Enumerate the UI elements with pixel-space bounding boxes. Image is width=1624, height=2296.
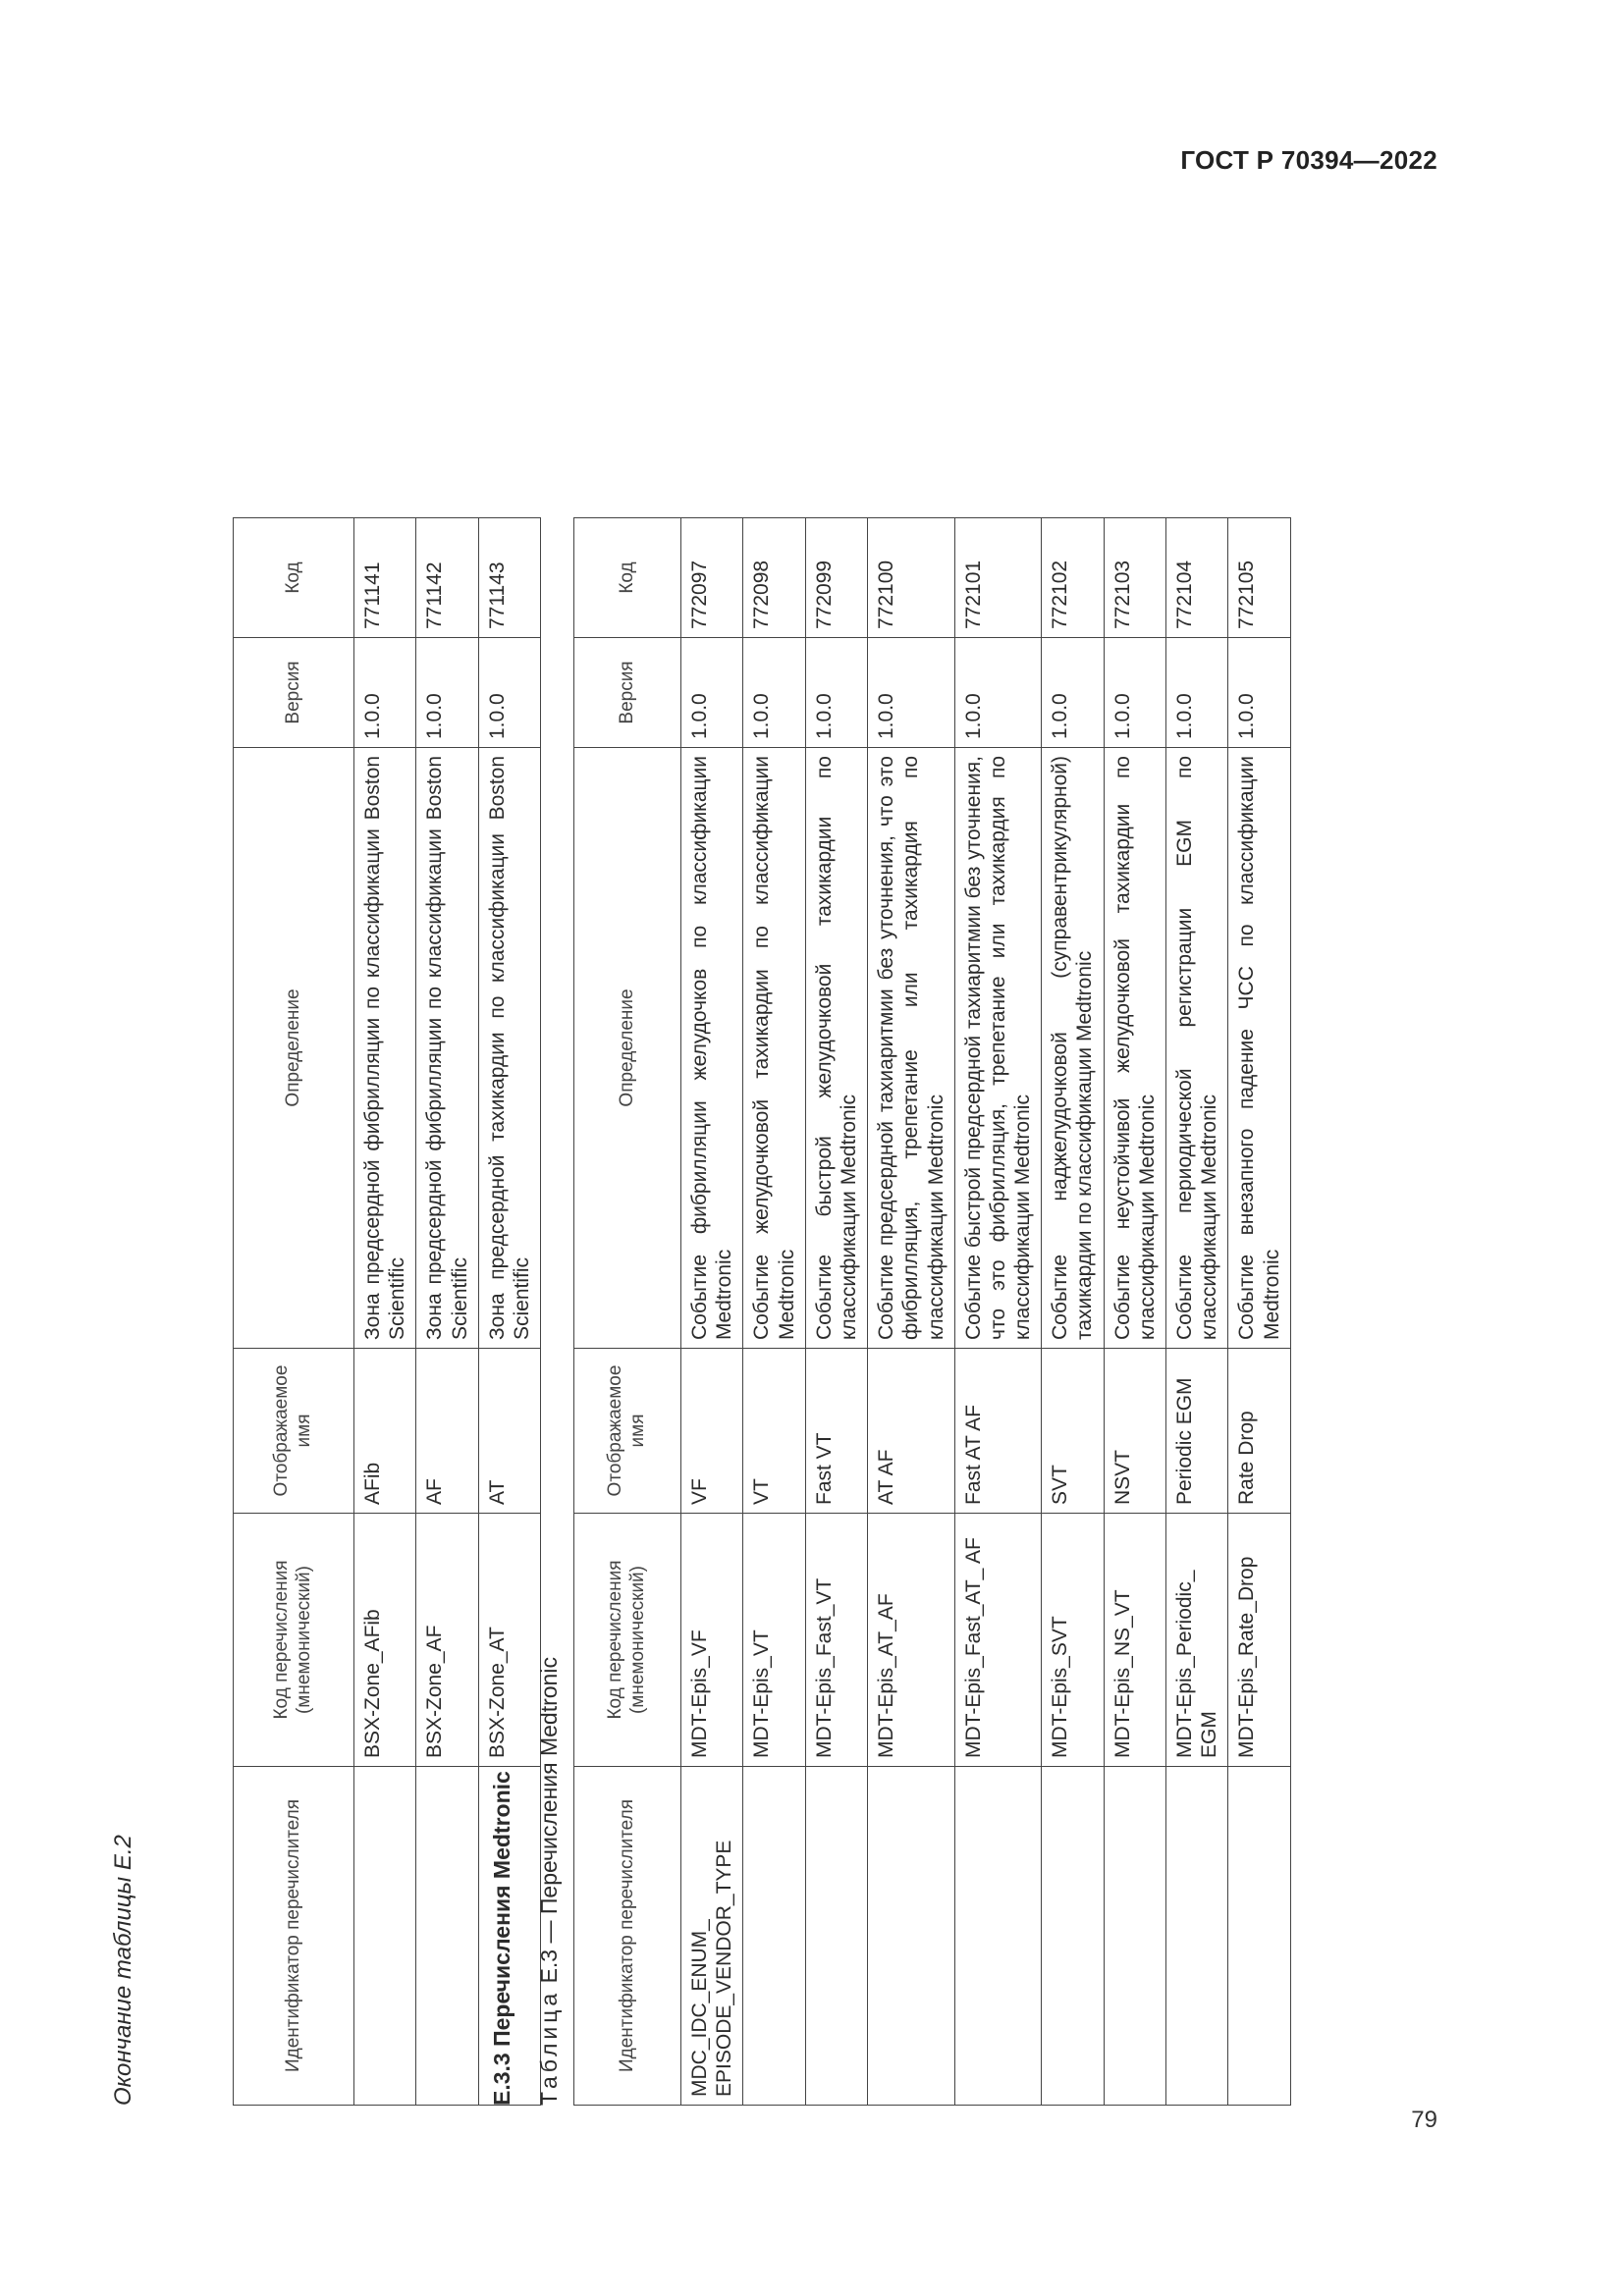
- cell-display-name: Periodic EGM: [1166, 1349, 1228, 1514]
- col-header-code: Код: [574, 518, 681, 638]
- cell-version: 1.0.0: [478, 638, 540, 748]
- cell-code: 772105: [1228, 518, 1290, 638]
- cell-code: 772099: [805, 518, 867, 638]
- cell-identifier: MDC_IDC_ENUM_ EPISODE_VENDOR_TYPE: [681, 1767, 743, 2106]
- cell-enum-code: MDT-Epis_Periodic_ EGM: [1166, 1514, 1228, 1767]
- cell-enum-code: MDT-Epis_AT_AF: [868, 1514, 955, 1767]
- cell-display-name: Fast AT AF: [954, 1349, 1042, 1514]
- cell-display-name: NSVT: [1104, 1349, 1165, 1514]
- cell-code: 771143: [478, 518, 540, 638]
- cell-display-name: SVT: [1042, 1349, 1104, 1514]
- cell-display-name: VF: [681, 1349, 743, 1514]
- col-header-enum-code: Код перечисления (мнемонический): [574, 1514, 681, 1767]
- section-heading: Е.3.3 Перечисления Medtronic: [489, 1771, 514, 2106]
- cell-identifier: [805, 1767, 867, 2106]
- cell-definition: Событие фибрилляции желудочков по классификации Medtronic: [681, 748, 743, 1349]
- cell-version: 1.0.0: [354, 638, 416, 748]
- cell-display-name: AT AF: [868, 1349, 955, 1514]
- standard-header: ГОСТ Р 70394—2022: [1180, 145, 1437, 175]
- cell-definition: Зона предсердной тахикардии по классификации Boston Scientific: [478, 748, 540, 1349]
- cell-code: 772098: [743, 518, 805, 638]
- table-e3: [573, 517, 1291, 2106]
- cell-enum-code: MDT-Epis_Fast_AT_ AF: [954, 1514, 1042, 1767]
- cell-identifier: [416, 1767, 478, 2106]
- cell-definition: Событие неустойчивой желудочковой тахикардии по классификации Medtronic: [1104, 748, 1165, 1349]
- cell-enum-code: MDT-Epis_VF: [681, 1514, 743, 1767]
- col-header-display-name: Отображаемое имя: [574, 1349, 681, 1514]
- cell-version: 1.0.0: [954, 638, 1042, 748]
- cell-code: 772103: [1104, 518, 1165, 638]
- cell-version: 1.0.0: [681, 638, 743, 748]
- cell-enum-code: BSX-Zone_AT: [478, 1514, 540, 1767]
- cell-display-name: Rate Drop: [1228, 1349, 1290, 1514]
- cell-version: 1.0.0: [1166, 638, 1228, 748]
- rotated-page-content: [98, 270, 1468, 2106]
- cell-version: 1.0.0: [1104, 638, 1165, 748]
- cell-version: 1.0.0: [416, 638, 478, 748]
- col-header-version: Версия: [234, 638, 354, 748]
- cell-display-name: AT: [478, 1349, 540, 1514]
- cell-identifier: [1166, 1767, 1228, 2106]
- table-row: [1104, 518, 1165, 2106]
- cell-definition: Зона предсердной фибрилляции по классификации Boston Scientific: [354, 748, 416, 1349]
- cell-enum-code: BSX-Zone_AF: [416, 1514, 478, 1767]
- table-header-row: [234, 518, 354, 2106]
- cell-display-name: AFib: [354, 1349, 416, 1514]
- cell-display-name: AF: [416, 1349, 478, 1514]
- table-row: [681, 518, 743, 2106]
- cell-display-name: Fast VT: [805, 1349, 867, 1514]
- table-header-row: [574, 518, 681, 2106]
- col-header-identifier: Идентификатор перечислителя: [574, 1767, 681, 2106]
- cell-version: 1.0.0: [1228, 638, 1290, 748]
- cell-display-name: VT: [743, 1349, 805, 1514]
- col-header-display-name: Отображаемое имя: [234, 1349, 354, 1514]
- table-row: [1228, 518, 1290, 2106]
- cell-definition: Зона предсердной фибрилляции по классификации Boston Scientific: [416, 748, 478, 1349]
- cell-enum-code: BSX-Zone_AFib: [354, 1514, 416, 1767]
- cell-identifier: [868, 1767, 955, 2106]
- table-row: [868, 518, 955, 2106]
- cell-code: 772097: [681, 518, 743, 638]
- col-header-code: Код: [234, 518, 354, 638]
- table-caption-prefix: Таблица: [536, 1989, 562, 2106]
- cell-definition: Событие желудочковой тахикардии по классификации Medtronic: [743, 748, 805, 1349]
- cell-definition: Событие внезапного падение ЧСС по классификации Medtronic: [1228, 748, 1290, 1349]
- cell-definition: Событие быстрой желудочковой тахикардии по классификации Medtronic: [805, 748, 867, 1349]
- table-row: [1166, 518, 1228, 2106]
- cell-definition: Событие предсердной тахиаритмии без уточнения, что это фибрилляция, трепетание или тахикардия по классификации Medtronic: [868, 748, 955, 1349]
- cell-code: 771142: [416, 518, 478, 638]
- cell-enum-code: MDT-Epis_SVT: [1042, 1514, 1104, 1767]
- cell-code: 772101: [954, 518, 1042, 638]
- cell-identifier: [354, 1767, 416, 2106]
- table-caption: [536, 1657, 563, 2106]
- continuation-caption: Окончание таблицы Е.2: [110, 1835, 136, 2106]
- cell-version: 1.0.0: [1042, 638, 1104, 748]
- cell-enum-code: MDT-Epis_VT: [743, 1514, 805, 1767]
- cell-identifier: [1042, 1767, 1104, 2106]
- table-row: [805, 518, 867, 2106]
- cell-identifier: [743, 1767, 805, 2106]
- col-header-identifier: Идентификатор перечислителя: [234, 1767, 354, 2106]
- cell-code: 771141: [354, 518, 416, 638]
- col-header-definition: Определение: [234, 748, 354, 1349]
- table-row: [416, 518, 478, 2106]
- cell-identifier: [1228, 1767, 1290, 2106]
- cell-version: 1.0.0: [743, 638, 805, 748]
- table-row: [743, 518, 805, 2106]
- table-caption-rest: Е.3 — Перечисления Medtronic: [536, 1657, 562, 1990]
- cell-enum-code: MDT-Epis_Rate_Drop: [1228, 1514, 1290, 1767]
- cell-code: 772102: [1042, 518, 1104, 638]
- cell-code: 772104: [1166, 518, 1228, 638]
- table-row: [354, 518, 416, 2106]
- cell-version: 1.0.0: [868, 638, 955, 748]
- table-row: [954, 518, 1042, 2106]
- col-header-definition: Определение: [574, 748, 681, 1349]
- cell-version: 1.0.0: [805, 638, 867, 748]
- cell-enum-code: MDT-Epis_NS_VT: [1104, 1514, 1165, 1767]
- cell-enum-code: MDT-Epis_Fast_VT: [805, 1514, 867, 1767]
- page-number: 79: [1411, 2107, 1437, 2133]
- col-header-enum-code: Код перечисления (мнемонический): [234, 1514, 354, 1767]
- table-row: [1042, 518, 1104, 2106]
- cell-definition: Событие периодической регистрации EGM по классификации Medtronic: [1166, 748, 1228, 1349]
- cell-code: 772100: [868, 518, 955, 638]
- col-header-version: Версия: [574, 638, 681, 748]
- cell-identifier: [1104, 1767, 1165, 2106]
- cell-definition: Событие наджелудочковой (суправентрикулярной) тахикардии по классификации Medtronic: [1042, 748, 1104, 1349]
- cell-identifier: [954, 1767, 1042, 2106]
- cell-definition: Событие быстрой предсердной тахиаритмии без уточнения, что это фибрилляция, трепетание или тахикардия по классификации Medtronic: [954, 748, 1042, 1349]
